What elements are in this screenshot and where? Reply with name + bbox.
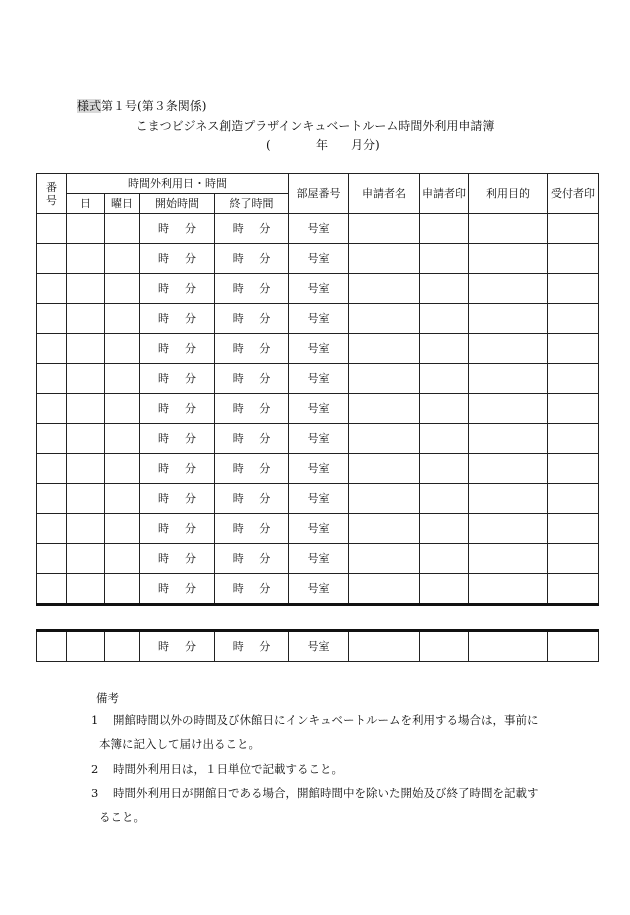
room-suffix-label: 号室 bbox=[307, 552, 330, 565]
hour-label: 時 bbox=[158, 222, 169, 235]
cell-applicant-name[interactable] bbox=[349, 334, 420, 364]
minute-label: 分 bbox=[185, 282, 196, 295]
cell-applicant-seal[interactable] bbox=[420, 454, 469, 484]
cell-receiver-seal[interactable] bbox=[548, 454, 599, 484]
cell-purpose[interactable] bbox=[469, 631, 548, 662]
cell-applicant-name[interactable] bbox=[349, 304, 420, 334]
cell-number[interactable] bbox=[37, 574, 67, 605]
hour-label: 時 bbox=[232, 582, 244, 595]
minute-label: 分 bbox=[259, 582, 271, 595]
table-row bbox=[37, 214, 599, 244]
cell-start-time[interactable] bbox=[140, 631, 215, 662]
cell-number[interactable] bbox=[37, 214, 67, 244]
hour-label: 時 bbox=[158, 640, 169, 653]
room-suffix-label: 号室 bbox=[307, 342, 330, 355]
cell-weekday[interactable] bbox=[105, 244, 140, 274]
hour-label: 時 bbox=[158, 252, 169, 265]
minute-label: 分 bbox=[185, 252, 196, 265]
cell-applicant-seal[interactable] bbox=[420, 631, 469, 662]
cell-day[interactable] bbox=[67, 364, 105, 394]
cell-room[interactable] bbox=[289, 274, 349, 304]
cell-applicant-seal[interactable] bbox=[420, 304, 469, 334]
cell-applicant-seal[interactable] bbox=[420, 544, 469, 574]
cell-end-time-units bbox=[215, 282, 288, 295]
cell-number[interactable] bbox=[37, 484, 67, 514]
hour-label: 時 bbox=[232, 312, 244, 325]
note-3-line1: 時間外利用日が開館日である場合，開館時間中を除いた開始及び終了時間を記載す bbox=[113, 786, 539, 800]
cell-receiver-seal[interactable] bbox=[548, 424, 599, 454]
cell-end-time[interactable] bbox=[215, 574, 289, 605]
form-number-highlight: 様式 bbox=[77, 99, 102, 113]
cell-start-time-units bbox=[140, 522, 214, 535]
hour-label: 時 bbox=[232, 522, 244, 535]
cell-start-time[interactable] bbox=[140, 454, 215, 484]
room-suffix-label: 号室 bbox=[307, 222, 330, 235]
cell-number[interactable] bbox=[37, 454, 67, 484]
cell-receiver-seal[interactable] bbox=[548, 334, 599, 364]
cell-receiver-seal[interactable] bbox=[548, 244, 599, 274]
cell-weekday[interactable] bbox=[105, 274, 140, 304]
minute-label: 分 bbox=[185, 432, 196, 445]
room-suffix-label: 号室 bbox=[307, 522, 330, 535]
cell-start-time-units bbox=[140, 462, 214, 475]
cell-day[interactable] bbox=[67, 631, 105, 662]
cell-end-time-units bbox=[215, 552, 288, 565]
cell-day[interactable] bbox=[67, 514, 105, 544]
cell-day[interactable] bbox=[67, 394, 105, 424]
cell-receiver-seal[interactable] bbox=[548, 214, 599, 244]
room-suffix-label: 号室 bbox=[307, 582, 330, 595]
room-suffix-label: 号室 bbox=[307, 462, 330, 475]
cell-room[interactable] bbox=[289, 484, 349, 514]
table-row bbox=[37, 514, 599, 544]
cell-number[interactable] bbox=[37, 544, 67, 574]
hour-label: 時 bbox=[232, 402, 244, 415]
cell-room[interactable] bbox=[289, 454, 349, 484]
cell-start-time-units bbox=[140, 582, 214, 595]
table-row bbox=[37, 394, 599, 424]
cell-start-time[interactable] bbox=[140, 214, 215, 244]
hour-label: 時 bbox=[232, 252, 244, 265]
cell-purpose[interactable] bbox=[469, 334, 548, 364]
hour-label: 時 bbox=[232, 432, 244, 445]
table-row bbox=[37, 484, 599, 514]
hour-label: 時 bbox=[232, 552, 244, 565]
cell-day[interactable] bbox=[67, 484, 105, 514]
cell-day[interactable] bbox=[67, 544, 105, 574]
hour-label: 時 bbox=[232, 282, 244, 295]
header-overtime-group: 時間外利用日・時間 bbox=[67, 174, 289, 194]
cell-day[interactable] bbox=[67, 304, 105, 334]
minute-label: 分 bbox=[185, 462, 196, 475]
cell-room[interactable] bbox=[289, 214, 349, 244]
cell-purpose[interactable] bbox=[469, 544, 548, 574]
cell-end-time[interactable] bbox=[215, 514, 289, 544]
cell-start-time-units bbox=[140, 282, 214, 295]
cell-applicant-seal[interactable] bbox=[420, 394, 469, 424]
minute-label: 分 bbox=[259, 462, 271, 475]
minute-label: 分 bbox=[259, 402, 271, 415]
minute-label: 分 bbox=[185, 222, 196, 235]
cell-start-time[interactable] bbox=[140, 364, 215, 394]
form-number-text: 第１号(第３条関係) bbox=[101, 99, 207, 113]
hour-label: 時 bbox=[158, 552, 169, 565]
cell-applicant-seal[interactable] bbox=[420, 514, 469, 544]
cell-purpose[interactable] bbox=[469, 394, 548, 424]
cell-end-time[interactable] bbox=[215, 334, 289, 364]
room-suffix-label: 号室 bbox=[307, 640, 330, 653]
note-2-line1: 時間外利用日は，１日単位で記載すること。 bbox=[113, 762, 343, 776]
hour-label: 時 bbox=[232, 372, 244, 385]
hour-label: 時 bbox=[158, 522, 169, 535]
cell-day[interactable] bbox=[67, 214, 105, 244]
header-day: 日 bbox=[67, 194, 105, 214]
cell-applicant-seal[interactable] bbox=[420, 334, 469, 364]
minute-label: 分 bbox=[259, 522, 271, 535]
minute-label: 分 bbox=[259, 282, 271, 295]
cell-start-time-units bbox=[140, 252, 214, 265]
cell-applicant-seal[interactable] bbox=[420, 484, 469, 514]
cell-weekday[interactable] bbox=[105, 574, 140, 605]
room-suffix-label: 号室 bbox=[307, 312, 330, 325]
cell-start-time-units bbox=[140, 402, 214, 415]
cell-applicant-name[interactable] bbox=[349, 214, 420, 244]
cell-applicant-seal[interactable] bbox=[420, 274, 469, 304]
cell-day[interactable] bbox=[67, 334, 105, 364]
cell-start-time-units bbox=[140, 640, 214, 653]
cell-day[interactable] bbox=[67, 574, 105, 605]
cell-start-time-units bbox=[140, 432, 214, 445]
cell-weekday[interactable] bbox=[105, 544, 140, 574]
header-weekday: 曜日 bbox=[105, 194, 140, 214]
cell-end-time-units bbox=[215, 462, 288, 475]
cell-number[interactable] bbox=[37, 304, 67, 334]
minute-label: 分 bbox=[185, 640, 196, 653]
cell-room[interactable] bbox=[289, 364, 349, 394]
hour-label: 時 bbox=[158, 312, 169, 325]
application-table-extra bbox=[36, 629, 599, 662]
hour-label: 時 bbox=[232, 640, 244, 653]
header-applicant-name: 申請者名 bbox=[349, 174, 420, 214]
cell-receiver-seal[interactable] bbox=[548, 274, 599, 304]
cell-room[interactable] bbox=[289, 304, 349, 334]
header-number bbox=[37, 174, 67, 214]
cell-end-time-units bbox=[215, 372, 288, 385]
cell-room[interactable] bbox=[289, 244, 349, 274]
note-1-line1: 開館時間以外の時間及び休館日にインキュベートルームを利用する場合は，事前に bbox=[113, 713, 539, 727]
cell-weekday[interactable] bbox=[105, 394, 140, 424]
cell-purpose[interactable] bbox=[469, 364, 548, 394]
cell-room[interactable] bbox=[289, 424, 349, 454]
room-suffix-label: 号室 bbox=[307, 372, 330, 385]
cell-applicant-name[interactable] bbox=[349, 274, 420, 304]
cell-number[interactable] bbox=[37, 334, 67, 364]
cell-end-time[interactable] bbox=[215, 484, 289, 514]
room-suffix-label: 号室 bbox=[307, 252, 330, 265]
cell-purpose[interactable] bbox=[469, 274, 548, 304]
cell-weekday[interactable] bbox=[105, 631, 140, 662]
hour-label: 時 bbox=[158, 342, 169, 355]
header-number-top: 番 bbox=[46, 180, 57, 194]
note-1-number: 1 bbox=[91, 713, 99, 727]
cell-number[interactable] bbox=[37, 274, 67, 304]
cell-start-time[interactable] bbox=[140, 544, 215, 574]
cell-weekday[interactable] bbox=[105, 514, 140, 544]
cell-start-time[interactable] bbox=[140, 514, 215, 544]
cell-end-time-units bbox=[215, 640, 288, 653]
room-suffix-label: 号室 bbox=[307, 282, 330, 295]
cell-day[interactable] bbox=[67, 424, 105, 454]
cell-number[interactable] bbox=[37, 631, 67, 662]
cell-end-time[interactable] bbox=[215, 544, 289, 574]
cell-end-time-units bbox=[215, 432, 288, 445]
cell-start-time[interactable] bbox=[140, 574, 215, 605]
cell-weekday[interactable] bbox=[105, 304, 140, 334]
cell-number[interactable] bbox=[37, 424, 67, 454]
period-month-label: 月分) bbox=[351, 138, 380, 152]
minute-label: 分 bbox=[259, 640, 271, 653]
note-1-line2: 本簿に記入して届け出ること。 bbox=[99, 737, 260, 751]
cell-receiver-seal[interactable] bbox=[548, 574, 599, 605]
cell-receiver-seal[interactable] bbox=[548, 364, 599, 394]
cell-end-time-units bbox=[215, 492, 288, 505]
cell-purpose[interactable] bbox=[469, 244, 548, 274]
form-number bbox=[77, 98, 206, 114]
cell-applicant-seal[interactable] bbox=[420, 424, 469, 454]
minute-label: 分 bbox=[259, 222, 271, 235]
cell-applicant-name[interactable] bbox=[349, 544, 420, 574]
hour-label: 時 bbox=[158, 402, 169, 415]
cell-weekday[interactable] bbox=[105, 484, 140, 514]
hour-label: 時 bbox=[158, 492, 169, 505]
hour-label: 時 bbox=[232, 492, 244, 505]
header-room: 部屋番号 bbox=[289, 174, 349, 214]
cell-weekday[interactable] bbox=[105, 214, 140, 244]
minute-label: 分 bbox=[259, 492, 271, 505]
minute-label: 分 bbox=[259, 342, 271, 355]
cell-room[interactable] bbox=[289, 574, 349, 605]
cell-weekday[interactable] bbox=[105, 424, 140, 454]
cell-end-time[interactable] bbox=[215, 424, 289, 454]
application-table bbox=[36, 173, 599, 606]
cell-room[interactable] bbox=[289, 394, 349, 424]
cell-receiver-seal[interactable] bbox=[548, 544, 599, 574]
period-open: ( bbox=[266, 138, 271, 152]
table-row bbox=[37, 244, 599, 274]
cell-applicant-name[interactable] bbox=[349, 244, 420, 274]
table-row bbox=[37, 424, 599, 454]
table-row bbox=[37, 544, 599, 574]
table-row bbox=[37, 304, 599, 334]
period-year-label: 年 bbox=[316, 138, 329, 152]
cell-end-time-units bbox=[215, 252, 288, 265]
cell-applicant-seal[interactable] bbox=[420, 574, 469, 605]
minute-label: 分 bbox=[185, 342, 196, 355]
minute-label: 分 bbox=[259, 432, 271, 445]
cell-room[interactable] bbox=[289, 544, 349, 574]
cell-applicant-seal[interactable] bbox=[420, 214, 469, 244]
cell-purpose[interactable] bbox=[469, 304, 548, 334]
cell-purpose[interactable] bbox=[469, 214, 548, 244]
cell-day[interactable] bbox=[67, 244, 105, 274]
cell-end-time-units bbox=[215, 342, 288, 355]
cell-room[interactable] bbox=[289, 334, 349, 364]
cell-number[interactable] bbox=[37, 394, 67, 424]
cell-start-time[interactable] bbox=[140, 424, 215, 454]
cell-applicant-name[interactable] bbox=[349, 514, 420, 544]
cell-purpose[interactable] bbox=[469, 424, 548, 454]
cell-start-time-units bbox=[140, 342, 214, 355]
hour-label: 時 bbox=[158, 432, 169, 445]
note-3-number: 3 bbox=[91, 786, 99, 800]
cell-end-time-units bbox=[215, 522, 288, 535]
cell-applicant-seal[interactable] bbox=[420, 244, 469, 274]
cell-start-time[interactable] bbox=[140, 304, 215, 334]
cell-purpose[interactable] bbox=[469, 484, 548, 514]
cell-start-time-units bbox=[140, 492, 214, 505]
cell-end-time[interactable] bbox=[215, 394, 289, 424]
hour-label: 時 bbox=[232, 222, 244, 235]
cell-end-time[interactable] bbox=[215, 631, 289, 662]
cell-receiver-seal[interactable] bbox=[548, 304, 599, 334]
cell-weekday[interactable] bbox=[105, 364, 140, 394]
minute-label: 分 bbox=[185, 372, 196, 385]
header-receiver-seal: 受付者印 bbox=[548, 174, 599, 214]
cell-applicant-name[interactable] bbox=[349, 424, 420, 454]
minute-label: 分 bbox=[185, 582, 196, 595]
cell-end-time[interactable] bbox=[215, 304, 289, 334]
room-suffix-label: 号室 bbox=[307, 402, 330, 415]
cell-start-time[interactable] bbox=[140, 334, 215, 364]
cell-end-time[interactable] bbox=[215, 274, 289, 304]
cell-applicant-seal[interactable] bbox=[420, 364, 469, 394]
table-row bbox=[37, 334, 599, 364]
cell-end-time-units bbox=[215, 582, 288, 595]
cell-purpose[interactable] bbox=[469, 454, 548, 484]
cell-room[interactable] bbox=[289, 631, 349, 662]
minute-label: 分 bbox=[259, 552, 271, 565]
cell-number[interactable] bbox=[37, 244, 67, 274]
minute-label: 分 bbox=[185, 552, 196, 565]
minute-label: 分 bbox=[259, 372, 271, 385]
cell-end-time-units bbox=[215, 402, 288, 415]
hour-label: 時 bbox=[232, 342, 244, 355]
cell-receiver-seal[interactable] bbox=[548, 394, 599, 424]
note-3-line2: ること。 bbox=[99, 810, 145, 824]
cell-number[interactable] bbox=[37, 514, 67, 544]
cell-start-time[interactable] bbox=[140, 484, 215, 514]
cell-end-time[interactable] bbox=[215, 214, 289, 244]
cell-end-time-units bbox=[215, 312, 288, 325]
cell-end-time[interactable] bbox=[215, 364, 289, 394]
header-end-time: 終了時間 bbox=[215, 194, 289, 214]
room-suffix-label: 号室 bbox=[307, 432, 330, 445]
minute-label: 分 bbox=[185, 522, 196, 535]
cell-start-time[interactable] bbox=[140, 244, 215, 274]
header-purpose: 利用目的 bbox=[469, 174, 548, 214]
cell-purpose[interactable] bbox=[469, 574, 548, 605]
hour-label: 時 bbox=[158, 372, 169, 385]
minute-label: 分 bbox=[185, 312, 196, 325]
cell-applicant-name[interactable] bbox=[349, 394, 420, 424]
cell-end-time-units bbox=[215, 222, 288, 235]
note-2-number: 2 bbox=[91, 762, 99, 776]
cell-applicant-name[interactable] bbox=[349, 574, 420, 605]
cell-day[interactable] bbox=[67, 274, 105, 304]
minute-label: 分 bbox=[259, 312, 271, 325]
cell-number[interactable] bbox=[37, 364, 67, 394]
cell-end-time[interactable] bbox=[215, 454, 289, 484]
minute-label: 分 bbox=[185, 402, 196, 415]
cell-start-time-units bbox=[140, 372, 214, 385]
cell-start-time-units bbox=[140, 552, 214, 565]
cell-receiver-seal[interactable] bbox=[548, 484, 599, 514]
table-row bbox=[37, 631, 599, 662]
cell-purpose[interactable] bbox=[469, 514, 548, 544]
hour-label: 時 bbox=[232, 462, 244, 475]
cell-start-time-units bbox=[140, 312, 214, 325]
hour-label: 時 bbox=[158, 582, 169, 595]
cell-receiver-seal[interactable] bbox=[548, 514, 599, 544]
cell-applicant-name[interactable] bbox=[349, 364, 420, 394]
cell-applicant-name[interactable] bbox=[349, 631, 420, 662]
header-applicant-seal: 申請者印 bbox=[420, 174, 469, 214]
table-row bbox=[37, 364, 599, 394]
cell-applicant-name[interactable] bbox=[349, 484, 420, 514]
cell-start-time-units bbox=[140, 222, 214, 235]
table-row bbox=[37, 454, 599, 484]
document-title: こまつビジネス創造プラザインキュベートルーム時間外利用申請簿 bbox=[135, 119, 495, 133]
cell-applicant-name[interactable] bbox=[349, 454, 420, 484]
cell-start-time[interactable] bbox=[140, 394, 215, 424]
cell-receiver-seal[interactable] bbox=[548, 631, 599, 662]
cell-end-time[interactable] bbox=[215, 244, 289, 274]
hour-label: 時 bbox=[158, 462, 169, 475]
room-suffix-label: 号室 bbox=[307, 492, 330, 505]
table-row bbox=[37, 574, 599, 605]
hour-label: 時 bbox=[158, 282, 169, 295]
notes-heading: 備考 bbox=[96, 691, 119, 705]
table-row bbox=[37, 274, 599, 304]
header-start-time: 開始時間 bbox=[140, 194, 215, 214]
cell-weekday[interactable] bbox=[105, 334, 140, 364]
cell-room[interactable] bbox=[289, 514, 349, 544]
cell-start-time[interactable] bbox=[140, 274, 215, 304]
cell-day[interactable] bbox=[67, 454, 105, 484]
cell-weekday[interactable] bbox=[105, 454, 140, 484]
header-number-bottom: 号 bbox=[46, 193, 57, 207]
minute-label: 分 bbox=[185, 492, 196, 505]
minute-label: 分 bbox=[259, 252, 271, 265]
